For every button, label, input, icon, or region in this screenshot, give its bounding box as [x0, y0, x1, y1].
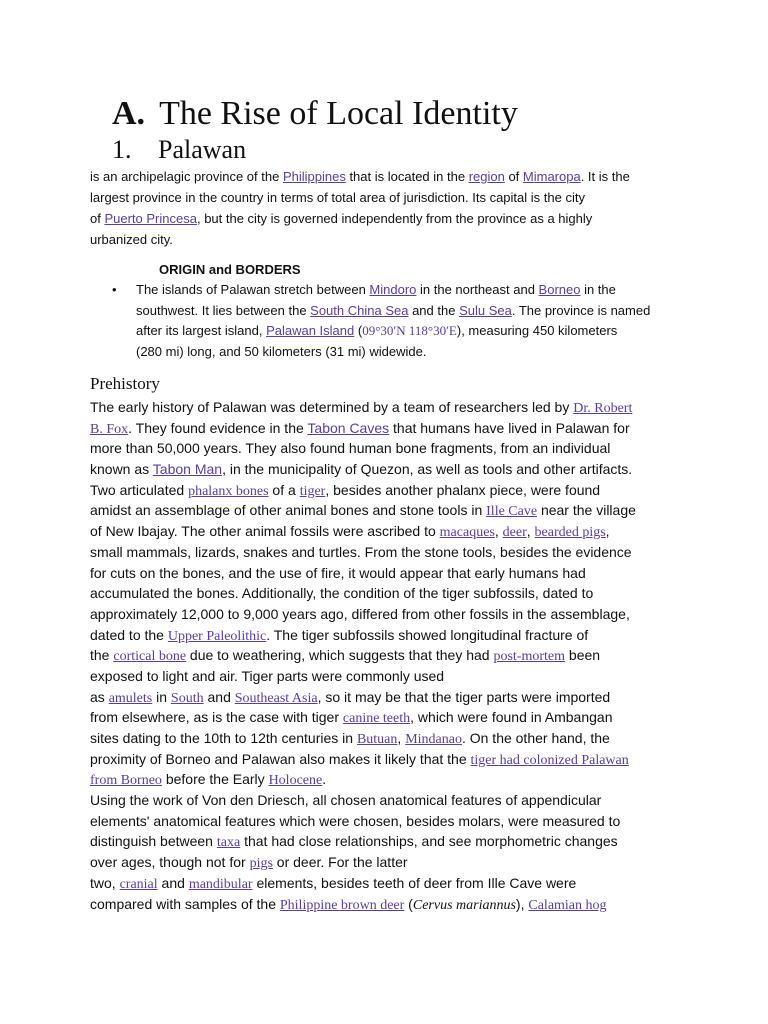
- text-run: from elsewhere, as is the case with tiger: [90, 709, 343, 726]
- text-line: [90, 728, 690, 749]
- inline-link[interactable]: Philippines: [282, 169, 346, 184]
- text-line: [136, 321, 676, 342]
- text-line: [90, 645, 690, 666]
- text-run: near the village: [537, 502, 636, 519]
- inline-link[interactable]: Philippine brown deer: [279, 897, 405, 913]
- inline-link[interactable]: Mindoro: [369, 282, 417, 297]
- section-letter: A.: [112, 95, 146, 132]
- origin-heading: ORIGIN and BORDERS: [159, 262, 301, 277]
- inline-link[interactable]: Mimaropa: [522, 169, 581, 184]
- inline-link[interactable]: tiger: [299, 483, 326, 499]
- text-line: [90, 438, 690, 459]
- text-line: [90, 811, 690, 832]
- text-line: [90, 208, 680, 229]
- subsection-title: Palawan: [158, 135, 247, 164]
- text-run: in the northeast and: [416, 282, 539, 297]
- inline-link[interactable]: tiger had colonized Palawan: [470, 752, 629, 768]
- text-run: known as: [90, 461, 153, 478]
- text-run: of: [90, 211, 105, 226]
- text-run: . The tiger subfossils showed longitudinal fracture of: [266, 626, 589, 643]
- text-line: [90, 604, 690, 625]
- text-line: [90, 625, 690, 646]
- text-line: [90, 521, 690, 542]
- inline-link[interactable]: Holocene: [268, 773, 323, 789]
- text-run: the: [90, 647, 114, 664]
- text-run: distinguish between: [90, 833, 217, 850]
- inline-link[interactable]: pigs: [249, 856, 273, 872]
- text-run: Two articulated: [90, 481, 189, 498]
- inline-link[interactable]: Upper Paleolithic: [167, 628, 267, 644]
- text-line: [90, 459, 690, 480]
- text-run: , which were found in Ambangan: [410, 709, 613, 726]
- text-line: [90, 852, 690, 873]
- inline-link[interactable]: Butuan: [356, 732, 398, 747]
- text-line: [90, 480, 690, 501]
- text-run: is an archipelagic province of the: [90, 169, 283, 184]
- text-line: [136, 280, 676, 301]
- text-run: exposed to light and air. Tiger parts were commonly used: [90, 667, 445, 684]
- text-line: [90, 583, 690, 604]
- inline-link[interactable]: B. Fox: [90, 421, 129, 437]
- text-line: [90, 397, 690, 418]
- inline-link[interactable]: South: [170, 690, 204, 706]
- text-run: urbanized city.: [90, 232, 173, 247]
- text-run: (: [404, 895, 413, 912]
- inline-link[interactable]: canine teeth: [342, 711, 411, 727]
- text-run: over ages, though not for: [90, 854, 250, 871]
- inline-link[interactable]: cortical bone: [113, 649, 187, 665]
- text-line: [90, 790, 690, 811]
- inline-link[interactable]: region: [468, 169, 505, 184]
- text-run: that humans have lived in Palawan for: [389, 419, 630, 436]
- inline-link[interactable]: amulets: [108, 690, 153, 706]
- inline-link[interactable]: from Borneo: [90, 773, 162, 789]
- prehistory-heading: Prehistory: [90, 374, 160, 393]
- text-run: and the: [408, 302, 460, 318]
- text-run: for cuts on the bones, and the use of fire, it would appear that early humans had: [90, 564, 586, 581]
- text-run: ,: [494, 523, 503, 540]
- text-run: approximately 12,000 to 9,000 years ago, differed from other fossils in the assemblage,: [90, 605, 630, 622]
- text-run: . The province is named: [511, 302, 651, 318]
- text-run: as: [90, 688, 109, 705]
- inline-link[interactable]: post-mortem: [493, 649, 566, 665]
- text-run: largest province in the country in terms of total area of jurisdiction. Its capital is the city: [90, 190, 585, 205]
- inline-link[interactable]: taxa: [216, 835, 241, 851]
- text-line: [90, 500, 690, 521]
- text-run: in: [152, 688, 171, 705]
- text-run: proximity of Borneo and Palawan also makes it likely that the: [90, 750, 471, 767]
- bullet-marker: •: [112, 282, 117, 297]
- text-run: that had close relationships, and see morphometric changes: [240, 833, 618, 850]
- text-line: [136, 301, 676, 322]
- inline-link[interactable]: Ille Cave: [486, 504, 538, 520]
- text-run: small mammals, lizards, snakes and turtles. From the stone tools, besides the evidence: [90, 543, 632, 560]
- text-line: [90, 769, 690, 790]
- text-line: [90, 563, 690, 584]
- text-run: (280 mi) long, and 50 kilometers (31 mi) widewide.: [136, 343, 427, 359]
- text-line: [136, 342, 676, 363]
- inline-link[interactable]: Sulu Sea: [459, 302, 512, 318]
- text-run: and: [203, 688, 235, 705]
- text-run: in the: [580, 282, 616, 297]
- text-line: [90, 894, 690, 915]
- text-run: The islands of Palawan stretch between: [136, 282, 370, 297]
- text-line: [90, 666, 690, 687]
- text-run: two,: [90, 874, 120, 891]
- intro-paragraph: [90, 166, 680, 250]
- text-run: . On the other hand, the: [461, 730, 610, 746]
- origin-bullet-text: [136, 280, 676, 362]
- text-run: , in the municipality of Quezon, as well as tools and other artifacts.: [222, 461, 633, 478]
- section-heading: [112, 92, 518, 136]
- inline-link[interactable]: Tabon Caves: [307, 419, 390, 436]
- subsection-number: 1.: [112, 135, 132, 164]
- subsection-heading: [112, 133, 246, 167]
- text-run: after its largest island,: [136, 323, 267, 338]
- text-line: [90, 187, 680, 208]
- italic-text: Cervus mariannus: [412, 897, 516, 913]
- text-run: amidst an assemblage of other animal bones and stone tools in: [90, 502, 487, 519]
- text-line: [90, 707, 690, 728]
- text-line: [90, 166, 680, 187]
- text-run: , besides another phalanx piece, were found: [325, 481, 601, 498]
- text-run: due to weathering, which suggests that they had: [186, 647, 494, 664]
- text-run: more than 50,000 years. They also found human bone fragments, from an individual: [90, 440, 611, 457]
- text-run: The early history of Palawan was determined by a team of researchers led by: [90, 399, 574, 415]
- text-run: , but the city is governed independently from the province as a highly: [196, 211, 593, 226]
- text-run: compared with samples of the: [90, 895, 280, 912]
- inline-link[interactable]: South China Sea: [310, 302, 409, 318]
- coordinates: 09°30′N 118°30′E: [362, 323, 457, 338]
- text-run: elements, besides teeth of deer from Ille Cave were: [252, 874, 577, 891]
- text-run: sites dating to the 10th to 12th centuries in: [90, 730, 357, 746]
- inline-link[interactable]: Mindanao: [405, 732, 462, 747]
- inline-link[interactable]: Calamian hog: [528, 897, 607, 913]
- text-run: southwest. It lies between the: [136, 302, 311, 318]
- text-run: . It is the: [580, 169, 630, 184]
- text-line: [90, 749, 690, 770]
- text-run: . They found evidence in the: [128, 419, 308, 436]
- text-run: elements' anatomical features which were chosen, besides molars, were measured to: [90, 812, 621, 829]
- text-line: [90, 687, 690, 708]
- inline-link[interactable]: Southeast Asia: [234, 690, 318, 706]
- inline-link[interactable]: mandibular: [188, 876, 253, 892]
- text-run: (: [354, 323, 363, 338]
- text-line: [90, 229, 680, 250]
- inline-link[interactable]: deer: [502, 525, 527, 541]
- inline-link[interactable]: Puerto Princesa: [104, 211, 197, 226]
- inline-link[interactable]: Dr. Robert: [573, 401, 633, 416]
- text-run: ,: [605, 523, 610, 540]
- text-run: of: [504, 169, 523, 184]
- text-line: [90, 418, 690, 439]
- text-run: , so it may be that the tiger parts were imported: [317, 688, 611, 705]
- text-run: ), measuring 450 kilometers: [456, 323, 618, 338]
- text-line: [90, 542, 690, 563]
- text-run: been: [565, 647, 601, 664]
- section-title: The Rise of Local Identity: [159, 95, 518, 132]
- text-run: Using the work of Von den Driesch, all chosen anatomical features of appendicular: [90, 792, 602, 809]
- text-run: that is located in the: [345, 169, 469, 184]
- text-run: ,: [526, 523, 535, 540]
- inline-link[interactable]: phalanx bones: [188, 483, 269, 499]
- text-run: ,: [397, 730, 406, 746]
- text-run: before the Early: [161, 771, 269, 788]
- text-run: and: [157, 874, 189, 891]
- inline-link[interactable]: Palawan Island: [266, 323, 355, 338]
- text-run: accumulated the bones. Additionally, the condition of the tiger subfossils, dated to: [90, 585, 594, 602]
- inline-link[interactable]: Borneo: [538, 282, 581, 297]
- inline-link[interactable]: Tabon Man: [152, 461, 223, 478]
- inline-link[interactable]: macaques: [439, 525, 495, 541]
- prehistory-paragraph: [90, 397, 690, 914]
- text-run: .: [322, 771, 327, 788]
- inline-link[interactable]: cranial: [119, 876, 158, 892]
- text-run: or deer. For the latter: [272, 854, 408, 871]
- inline-link[interactable]: bearded pigs: [534, 525, 606, 541]
- text-line: [90, 831, 690, 852]
- text-run: ),: [515, 895, 529, 912]
- text-run: dated to the: [90, 626, 168, 643]
- text-run: of New Ibajay. The other animal fossils were ascribed to: [90, 523, 440, 540]
- text-run: of a: [268, 481, 300, 498]
- text-line: [90, 873, 690, 894]
